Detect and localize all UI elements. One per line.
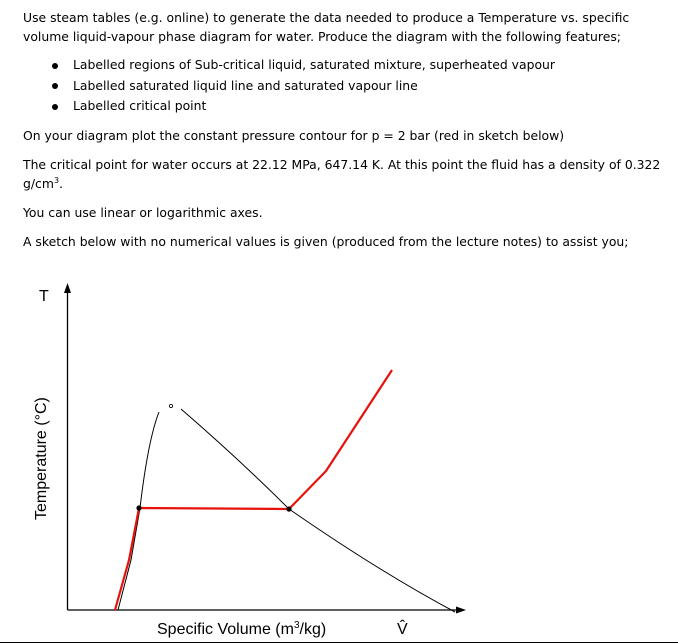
x-axis-label (157, 620, 326, 638)
contour-paragraph: On your diagram plot the constant pressure contour for p = 2 bar (red in sketch below) (23, 127, 565, 143)
assignment-text (23, 8, 663, 251)
critical-point-paragraph (23, 155, 663, 193)
axes-paragraph: You can use linear or logarithmic axes. (23, 204, 263, 220)
saturated-vapour-line (181, 409, 455, 612)
x-axis-arrowhead (456, 607, 466, 614)
phase-diagram-sketch (0, 272, 678, 643)
sketch-intro-paragraph: A sketch below with no numerical values is given (produced from the lecture notes) to assist you; (23, 233, 629, 249)
critical-point-superscript: 3 (53, 175, 60, 185)
critical-point-marker (169, 404, 172, 407)
feature-item-lines: Labelled saturated liquid line and saturated vapour line (23, 76, 663, 97)
x-axis-label-superscript: 3 (293, 620, 300, 631)
isobar-vapour-intersection (286, 506, 291, 511)
x-axis-label-unit: /kg) (299, 621, 327, 638)
critical-point-text: The critical point for water occurs at 22.12 MPa, 647.14 K. At this point the fluid has a density of 0.322 g/cm (23, 156, 661, 191)
x-axis-symbol: V̂ (397, 621, 408, 638)
intro-paragraph: Use steam tables (e.g. online) to generate the data needed to produce a Temperature vs. specific volume liquid-vapour phase diagram for water. Produce the diagram with the following features; (23, 10, 630, 44)
isobar-liquid-intersection (136, 505, 141, 510)
feature-item-critical-point: Labelled critical point (23, 96, 663, 117)
critical-point-end: . (59, 175, 63, 191)
y-axis-arrowhead (64, 283, 71, 293)
feature-item-regions: Labelled regions of Sub-critical liquid, saturated mixture, superheated vapour (23, 55, 663, 76)
isobar-2-bar (115, 370, 392, 610)
feature-list (23, 55, 663, 117)
y-axis-symbol: T (39, 288, 49, 305)
x-axis-label-text: Specific Volume (m (157, 621, 294, 638)
y-axis-label: Temperature (°C) (33, 397, 50, 520)
